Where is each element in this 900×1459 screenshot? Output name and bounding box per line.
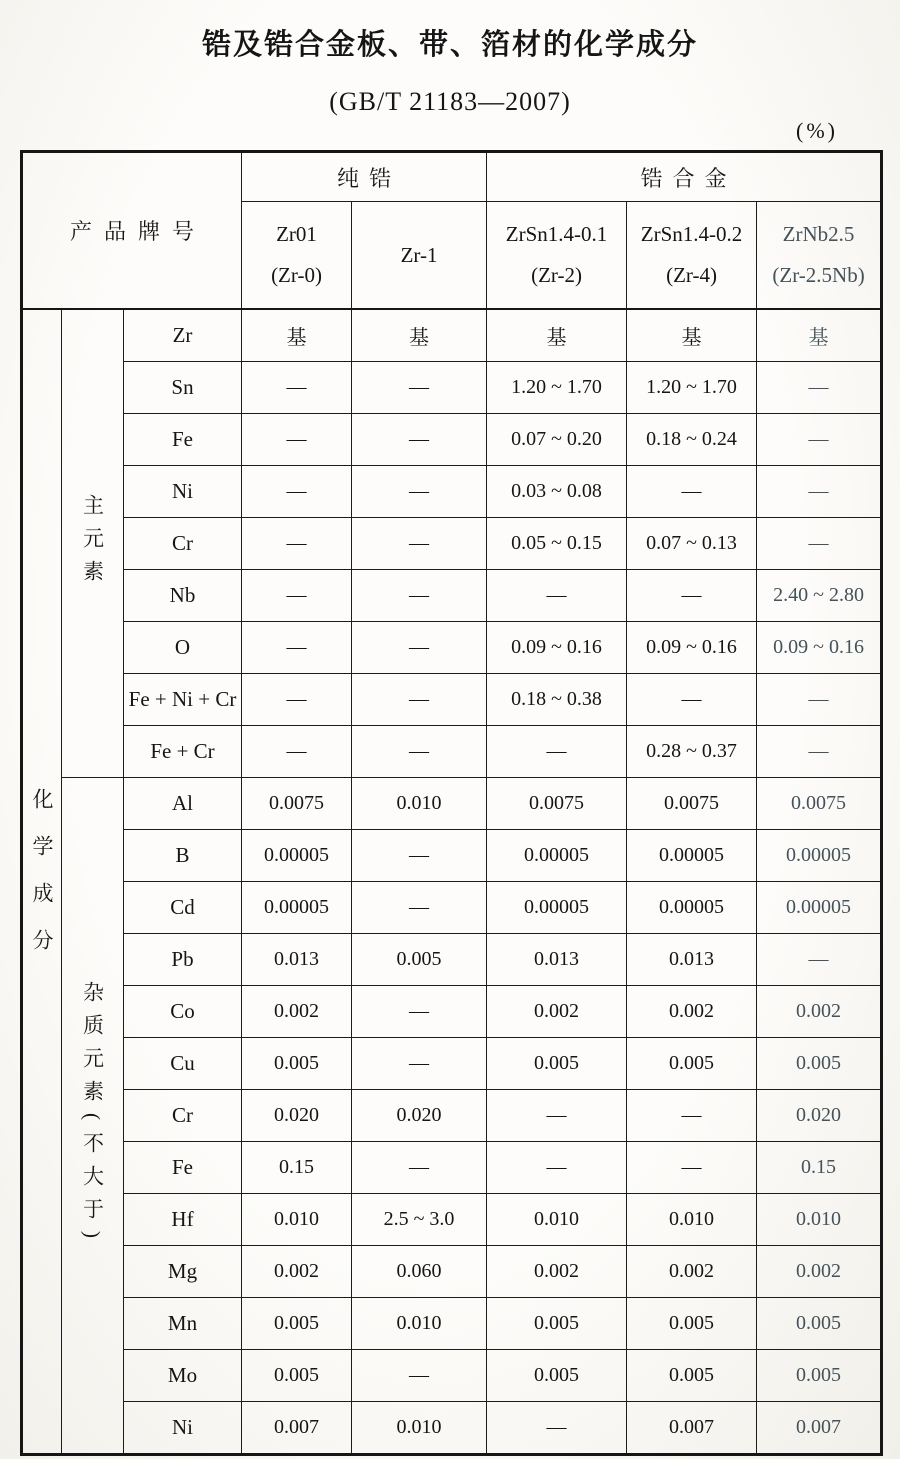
table-row <box>22 466 882 518</box>
value-cell: — <box>352 674 487 726</box>
grade-name: Zr-1 <box>400 242 438 267</box>
value-cell: — <box>242 362 352 414</box>
scanned-page <box>0 22 900 1459</box>
value-cell: 0.002 <box>627 1246 757 1298</box>
grade-header-cell <box>242 202 352 310</box>
element-symbol: Zr <box>124 309 242 362</box>
value-cell: 0.010 <box>352 1402 487 1455</box>
value-cell: — <box>757 934 882 986</box>
value-cell: 0.15 <box>757 1142 882 1194</box>
value-cell: — <box>352 570 487 622</box>
value-cell: 0.013 <box>487 934 627 986</box>
value-cell: 0.002 <box>242 986 352 1038</box>
grade-alias: (Zr-0) <box>271 263 322 287</box>
table-row <box>22 1090 882 1142</box>
value-cell: 0.18 ~ 0.24 <box>627 414 757 466</box>
value-cell: 0.00005 <box>487 882 627 934</box>
value-cell: 基 <box>352 309 487 362</box>
value-cell: 0.0075 <box>487 778 627 830</box>
grade-alias: (Zr-4) <box>666 263 717 287</box>
value-cell: 0.15 <box>242 1142 352 1194</box>
grade-name: ZrSn1.4-0.2 <box>640 222 743 246</box>
element-symbol: Mn <box>124 1298 242 1350</box>
element-symbol: Fe <box>124 414 242 466</box>
value-cell: 0.18 ~ 0.38 <box>487 674 627 726</box>
value-cell: — <box>242 518 352 570</box>
value-cell: — <box>757 362 882 414</box>
grade-name: Zr01 <box>276 222 317 246</box>
value-cell: 0.010 <box>352 778 487 830</box>
value-cell: 0.00005 <box>242 830 352 882</box>
table-row <box>22 986 882 1038</box>
value-cell: 2.40 ~ 2.80 <box>757 570 882 622</box>
table-row <box>22 622 882 674</box>
value-cell: — <box>627 674 757 726</box>
table-row <box>22 726 882 778</box>
section-label: 主元素 <box>62 309 124 778</box>
value-cell: 0.005 <box>242 1298 352 1350</box>
value-cell: — <box>242 726 352 778</box>
value-cell: — <box>487 1090 627 1142</box>
value-cell: 2.5 ~ 3.0 <box>352 1194 487 1246</box>
value-cell: 0.005 <box>627 1038 757 1090</box>
value-cell: — <box>242 570 352 622</box>
value-cell: — <box>627 466 757 518</box>
element-symbol: Fe <box>124 1142 242 1194</box>
grade-name: ZrSn1.4-0.1 <box>505 222 608 246</box>
value-cell: 0.00005 <box>487 830 627 882</box>
value-cell: 0.07 ~ 0.20 <box>487 414 627 466</box>
value-cell: 0.005 <box>352 934 487 986</box>
value-cell: 0.005 <box>242 1038 352 1090</box>
grade-header-cell <box>757 202 882 310</box>
value-cell: 0.020 <box>757 1090 882 1142</box>
value-cell: — <box>487 726 627 778</box>
value-cell: — <box>242 414 352 466</box>
value-cell: 0.002 <box>757 1246 882 1298</box>
table-row <box>22 882 882 934</box>
grade-header-cell <box>627 202 757 310</box>
value-cell: 0.0075 <box>242 778 352 830</box>
value-cell: 0.007 <box>242 1402 352 1455</box>
value-cell: 0.002 <box>627 986 757 1038</box>
value-cell: 基 <box>487 309 627 362</box>
value-cell: 0.010 <box>242 1194 352 1246</box>
element-symbol: Cr <box>124 1090 242 1142</box>
value-cell: — <box>757 466 882 518</box>
element-symbol: Cu <box>124 1038 242 1090</box>
value-cell: — <box>352 622 487 674</box>
value-cell: 基 <box>627 309 757 362</box>
value-cell: 0.005 <box>487 1350 627 1402</box>
table-row <box>22 674 882 726</box>
value-cell: 0.007 <box>757 1402 882 1455</box>
value-cell: 0.00005 <box>757 830 882 882</box>
value-cell: 0.007 <box>627 1402 757 1455</box>
value-cell: — <box>352 882 487 934</box>
grade-name: ZrNb2.5 <box>782 222 855 246</box>
table-row <box>22 1246 882 1298</box>
unit-note: (%) <box>796 118 838 143</box>
table-row <box>22 778 882 830</box>
element-symbol: Cd <box>124 882 242 934</box>
table-row <box>22 414 882 466</box>
table-row <box>22 1402 882 1455</box>
value-cell: — <box>627 570 757 622</box>
group-pure-zirconium: 纯锆 <box>242 152 487 202</box>
value-cell: — <box>352 1142 487 1194</box>
value-cell: — <box>242 674 352 726</box>
value-cell: — <box>757 414 882 466</box>
value-cell: 0.05 ~ 0.15 <box>487 518 627 570</box>
value-cell: 0.005 <box>487 1298 627 1350</box>
value-cell: 0.03 ~ 0.08 <box>487 466 627 518</box>
standard-number: (GB/T 21183—2007) <box>329 87 571 116</box>
section-label: 杂质元素(不大于) <box>62 778 124 1455</box>
table-row <box>22 934 882 986</box>
value-cell: 0.00005 <box>242 882 352 934</box>
value-cell: — <box>352 518 487 570</box>
element-symbol: Ni <box>124 1402 242 1455</box>
element-symbol: Co <box>124 986 242 1038</box>
page-title: 锆及锆合金板、带、箔材的化学成分 <box>201 29 698 61</box>
grade-alias: (Zr-2.5Nb) <box>772 263 865 287</box>
value-cell: 基 <box>242 309 352 362</box>
value-cell: 0.09 ~ 0.16 <box>487 622 627 674</box>
value-cell: — <box>352 830 487 882</box>
value-cell: 0.005 <box>757 1298 882 1350</box>
value-cell: 0.002 <box>757 986 882 1038</box>
composition-table <box>20 150 883 1456</box>
value-cell: — <box>242 622 352 674</box>
value-cell: — <box>352 1038 487 1090</box>
value-cell: 0.00005 <box>757 882 882 934</box>
table-row <box>22 518 882 570</box>
value-cell: 0.020 <box>242 1090 352 1142</box>
value-cell: 0.005 <box>757 1038 882 1090</box>
value-cell: 0.09 ~ 0.16 <box>627 622 757 674</box>
value-cell: — <box>487 1402 627 1455</box>
element-symbol: Hf <box>124 1194 242 1246</box>
value-cell: 0.002 <box>242 1246 352 1298</box>
element-symbol: Cr <box>124 518 242 570</box>
value-cell: 0.005 <box>242 1350 352 1402</box>
value-cell: 0.010 <box>352 1298 487 1350</box>
element-symbol: Mo <box>124 1350 242 1402</box>
value-cell: 0.005 <box>627 1298 757 1350</box>
table-row <box>22 1142 882 1194</box>
value-cell: 0.010 <box>627 1194 757 1246</box>
value-cell: 0.002 <box>487 1246 627 1298</box>
value-cell: — <box>757 726 882 778</box>
value-cell: — <box>487 1142 627 1194</box>
value-cell: 1.20 ~ 1.70 <box>627 362 757 414</box>
value-cell: — <box>352 362 487 414</box>
element-symbol: O <box>124 622 242 674</box>
value-cell: 0.010 <box>487 1194 627 1246</box>
value-cell: 0.013 <box>242 934 352 986</box>
value-cell: 0.005 <box>627 1350 757 1402</box>
element-symbol: Fe + Cr <box>124 726 242 778</box>
group-zirconium-alloy: 锆合金 <box>487 152 882 202</box>
value-cell: 0.002 <box>487 986 627 1038</box>
product-grade-header: 产品牌号 <box>22 152 242 310</box>
value-cell: 0.07 ~ 0.13 <box>627 518 757 570</box>
value-cell: 0.005 <box>487 1038 627 1090</box>
element-symbol: Al <box>124 778 242 830</box>
value-cell: 0.00005 <box>627 830 757 882</box>
left-label-chemical-composition: 化学成分 <box>22 309 62 1455</box>
table-row <box>22 1350 882 1402</box>
value-cell: — <box>757 518 882 570</box>
element-symbol: Nb <box>124 570 242 622</box>
value-cell: 1.20 ~ 1.70 <box>487 362 627 414</box>
element-symbol: Sn <box>124 362 242 414</box>
value-cell: 0.0075 <box>757 778 882 830</box>
value-cell: — <box>352 1350 487 1402</box>
element-symbol: Pb <box>124 934 242 986</box>
table-row <box>22 830 882 882</box>
value-cell: 0.00005 <box>627 882 757 934</box>
element-symbol: Mg <box>124 1246 242 1298</box>
grade-header-cell <box>352 202 487 310</box>
table-row <box>22 362 882 414</box>
grade-header-cell <box>487 202 627 310</box>
table-row <box>22 1298 882 1350</box>
value-cell: 0.28 ~ 0.37 <box>627 726 757 778</box>
value-cell: — <box>242 466 352 518</box>
header-group-row <box>22 152 882 202</box>
grade-alias: (Zr-2) <box>531 263 582 287</box>
value-cell: — <box>352 726 487 778</box>
value-cell: — <box>352 466 487 518</box>
table-row <box>22 1038 882 1090</box>
value-cell: — <box>627 1090 757 1142</box>
table-row <box>22 1194 882 1246</box>
value-cell: — <box>757 674 882 726</box>
value-cell: 0.010 <box>757 1194 882 1246</box>
table-row <box>22 309 882 362</box>
value-cell: 0.013 <box>627 934 757 986</box>
value-cell: 基 <box>757 309 882 362</box>
value-cell: 0.0075 <box>627 778 757 830</box>
value-cell: — <box>627 1142 757 1194</box>
value-cell: 0.005 <box>757 1350 882 1402</box>
table-row <box>22 570 882 622</box>
value-cell: 0.020 <box>352 1090 487 1142</box>
value-cell: — <box>352 986 487 1038</box>
value-cell: — <box>352 414 487 466</box>
element-symbol: Ni <box>124 466 242 518</box>
value-cell: — <box>487 570 627 622</box>
element-symbol: B <box>124 830 242 882</box>
value-cell: 0.060 <box>352 1246 487 1298</box>
value-cell: 0.09 ~ 0.16 <box>757 622 882 674</box>
element-symbol: Fe + Ni + Cr <box>124 674 242 726</box>
